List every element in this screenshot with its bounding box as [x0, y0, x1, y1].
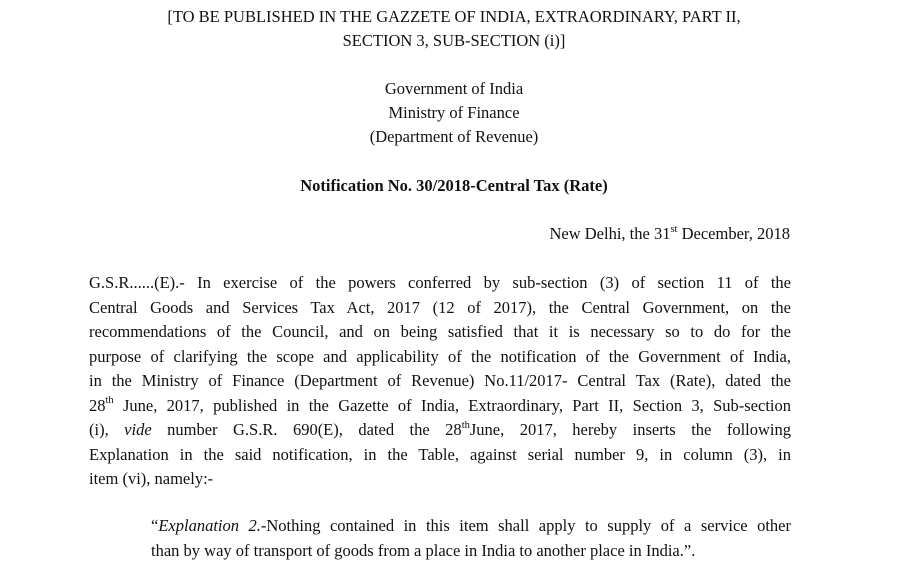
body-line-7-superscript: th: [461, 419, 470, 431]
notification-title: Notification No. 30/2018-Central Tax (Rate): [300, 176, 608, 195]
body-line: recommendations of the Council, and on being satisfied that it is necessary so to do for the: [89, 322, 791, 341]
body-line: in the Ministry of Finance (Department of Revenue) No.11/2017- Central Tax (Rate), dated the: [89, 371, 791, 390]
authority-ministry: Ministry of Finance: [388, 103, 520, 122]
body-paragraph: [89, 271, 791, 492]
explanation-line: [151, 514, 791, 539]
date-line-prefix: New Delhi, the 31: [549, 224, 671, 243]
body-line: [89, 418, 791, 443]
body-line-6-superscript: th: [105, 395, 114, 406]
body-line-7-part-2: number G.S.R. 690(E), dated the 28: [151, 420, 462, 439]
publication-header-line-2: SECTION 3, SUB-SECTION (i)]: [342, 31, 566, 50]
body-line-7-part-3: June, 2017, hereby inserts the following: [469, 420, 791, 439]
authority-government: Government of India: [384, 79, 524, 98]
explanation-open-quote: “: [151, 516, 159, 535]
explanation-heading: Explanation 2.: [158, 516, 261, 535]
publication-header-line-1: [TO BE PUBLISHED IN THE GAZZETE OF INDIA, EXTRAORDINARY, PART II,: [167, 7, 741, 26]
date-line-superscript: st: [670, 223, 678, 235]
explanation-line-1-text: -Nothing contained in this item shall apply to supply of a service other: [260, 516, 792, 535]
body-line: Explanation in the said notification, in the Table, against serial number 9, in column (3), in: [89, 444, 791, 464]
authority-department: (Department of Revenue): [369, 127, 539, 146]
body-line-7-part-1: (i),: [89, 420, 125, 439]
body-line: item (vi), namely:-: [89, 469, 214, 488]
body-line: G.S.R......(E).- In exercise of the powers conferred by sub-section (3) of section 11 of the: [89, 273, 791, 292]
body-line-6-part-1: 28: [89, 395, 106, 415]
date-line: [549, 222, 790, 247]
body-line: [89, 394, 791, 419]
body-line-6-part-2: June, 2017, published in the Gazette of India, Extraordinary, Part II, Section 3, Sub-section: [113, 395, 791, 415]
body-line: Central Goods and Services Tax Act, 2017 (12 of 2017), the Central Government, on the: [89, 297, 791, 317]
explanation-line: than by way of transport of goods from a place in India to another place in India.”.: [151, 540, 696, 560]
body-line: purpose of clarifying the scope and applicability of the notification of the Government of India,: [89, 346, 791, 366]
body-line-7-italic: vide: [124, 420, 152, 439]
explanation-block: [151, 514, 791, 563]
date-line-suffix: December, 2018: [677, 224, 790, 243]
